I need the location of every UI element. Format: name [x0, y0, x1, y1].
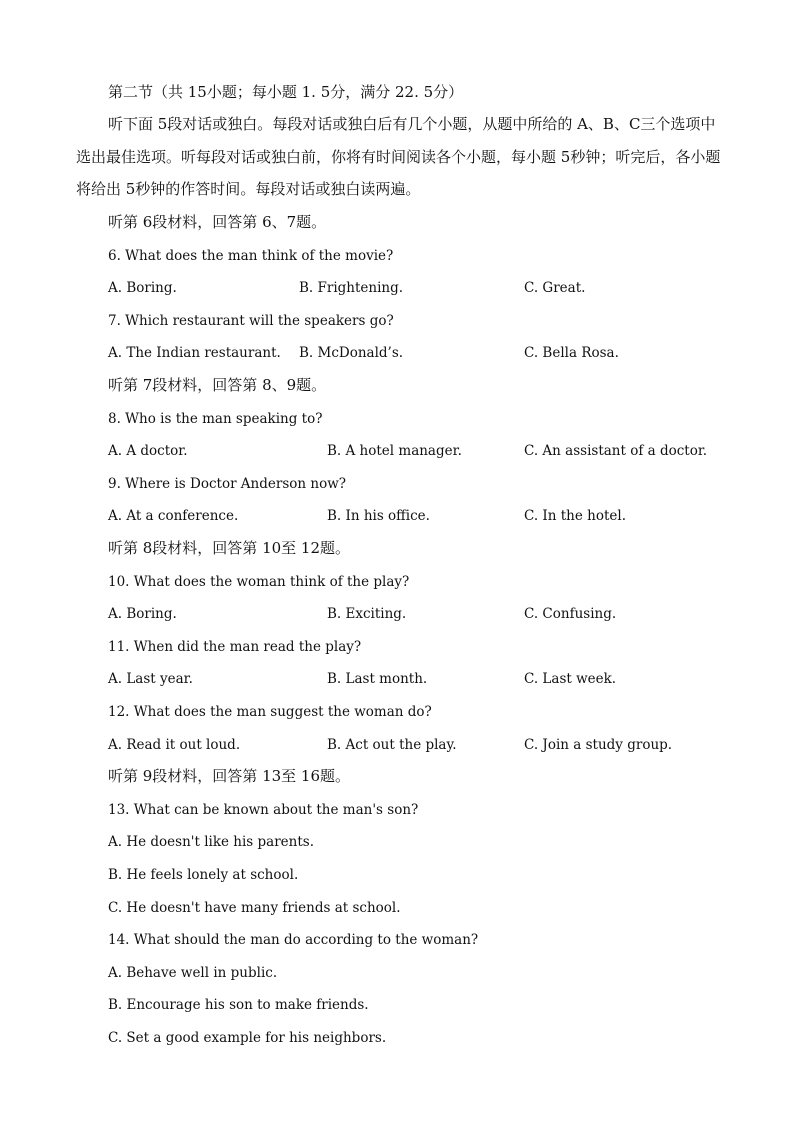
- option-a: A. Boring.: [108, 280, 177, 296]
- question-text: 12. What does the man suggest the woman do?: [108, 704, 432, 720]
- section-instructions: 听下面 5段对话或独白。每段对话或独白后有几个小题，从题中所给的 A、B、C三个选项中选出最佳选项。听每段对话或独白前，你将有时间阅读各个小题，每小题 5秒钟；听完后，各小题将给出 5秒钟的作答时间。每段对话或独白读两遍。: [76, 115, 721, 198]
- option-c: C. An assistant of a doctor.: [524, 443, 708, 459]
- question-text: 7. Which restaurant will the speakers go?: [108, 313, 394, 329]
- option-a: A. Behave well in public.: [108, 965, 278, 981]
- option-c: C. Great.: [524, 280, 586, 296]
- option-a: A. Read it out loud.: [108, 737, 241, 753]
- question-text: 11. When did the man read the play?: [108, 639, 362, 655]
- question-text: 10. What does the woman think of the play?: [108, 574, 410, 590]
- option-c: C. Set a good example for his neighbors.: [108, 1030, 387, 1046]
- question-text: 6. What does the man think of the movie?: [108, 248, 394, 264]
- option-c: C. Last week.: [524, 671, 617, 687]
- option-a: A. A doctor.: [108, 443, 188, 459]
- option-b: B. Encourage his son to make friends.: [108, 997, 369, 1013]
- option-b: B. A hotel manager.: [327, 443, 462, 459]
- option-c: C. Bella Rosa.: [524, 345, 619, 361]
- option-b: B. Act out the play.: [327, 737, 457, 753]
- option-b: B. Last month.: [327, 671, 428, 687]
- option-b: B. He feels lonely at school.: [108, 867, 299, 883]
- option-c: C. Confusing.: [524, 606, 617, 622]
- option-a: A. Boring.: [108, 606, 177, 622]
- option-a: A. Last year.: [108, 671, 193, 687]
- option-c: C. Join a study group.: [524, 737, 673, 753]
- group-intro: 听第 9段材料，回答第 13至 16题。: [108, 767, 351, 785]
- group-intro: 听第 7段材料，回答第 8、9题。: [108, 376, 327, 394]
- section-heading: 第二节（共 15小题；每小题 1. 5分，满分 22. 5分）: [108, 83, 464, 101]
- option-c: C. He doesn't have many friends at school.: [108, 900, 401, 916]
- option-a: A. The Indian restaurant.: [108, 345, 281, 361]
- option-a: A. At a conference.: [108, 508, 239, 524]
- group-intro: 听第 8段材料，回答第 10至 12题。: [108, 539, 351, 557]
- question-text: 14. What should the man do according to the woman?: [108, 932, 479, 948]
- option-a: A. He doesn't like his parents.: [108, 834, 314, 850]
- option-b: B. In his office.: [327, 508, 430, 524]
- question-text: 13. What can be known about the man's son?: [108, 802, 419, 818]
- option-b: B. McDonald’s.: [299, 345, 404, 361]
- option-b: B. Frightening.: [299, 280, 404, 296]
- option-c: C. In the hotel.: [524, 508, 626, 524]
- group-intro: 听第 6段材料，回答第 6、7题。: [108, 213, 327, 231]
- question-text: 9. Where is Doctor Anderson now?: [108, 476, 346, 492]
- question-text: 8. Who is the man speaking to?: [108, 411, 323, 427]
- option-b: B. Exciting.: [327, 606, 407, 622]
